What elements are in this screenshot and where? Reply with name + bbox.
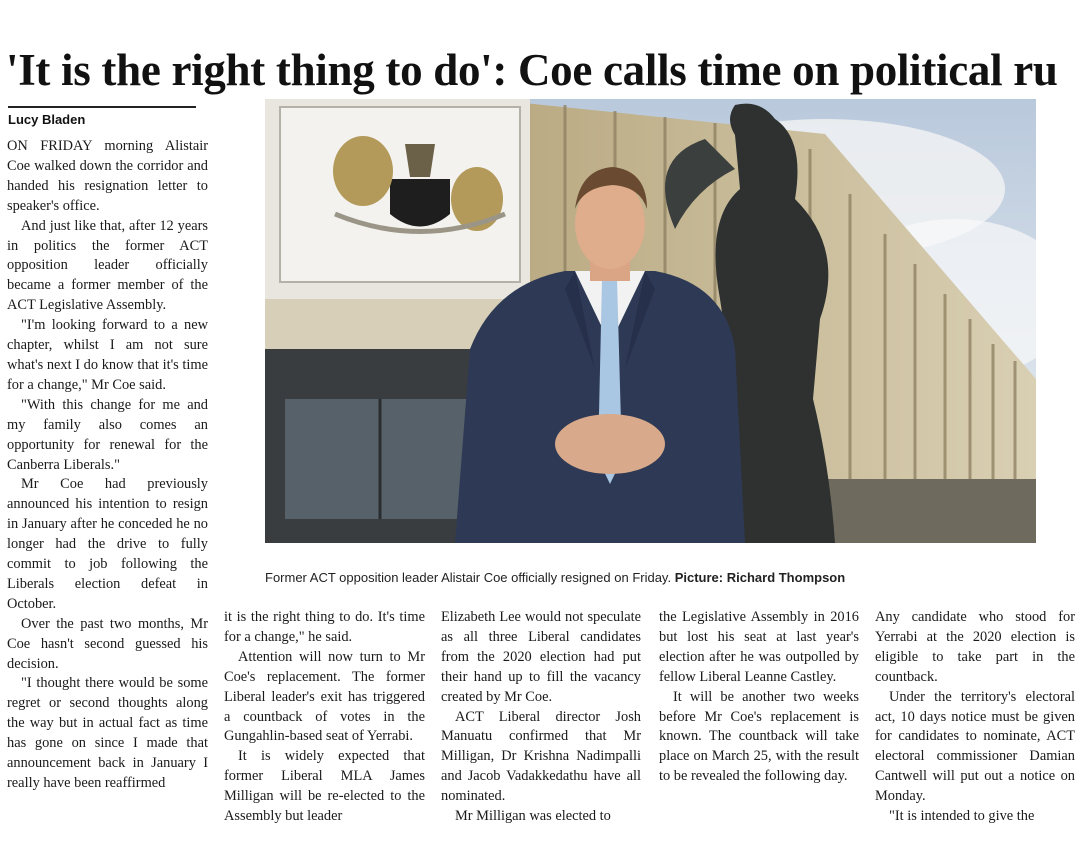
article-paragraph: Elizabeth Lee would not speculate as all three Liberal candidates from the 2020 election had put their hand up to fill the vacancy created by Mr Coe. bbox=[441, 609, 641, 705]
article-paragraph: "I'm looking forward to a new chapter, whilst I am not sure what's next I do know that it's time for a change," Mr Coe said. bbox=[7, 317, 208, 393]
article-paragraph: Over the past two months, Mr Coe hasn't second guessed his decision. bbox=[7, 615, 208, 672]
article-paragraph: Mr Milligan was elected to bbox=[455, 808, 611, 825]
article-column-5 bbox=[875, 608, 1075, 827]
article-paragraph: the Legislative Assembly in 2016 but lost his seat at last year's election after he was outpolled by fellow Liberal Leanne Castley. bbox=[659, 609, 859, 685]
article-paragraph: "I thought there would be some regret or second thoughts along the way but in actual fact as time has gone on since I made that announcement back in January I really have been reaffirmed bbox=[7, 675, 208, 791]
article-paragraph: "With this change for me and my family also comes an opportunity for renewal for the Canberra Liberals." bbox=[7, 396, 208, 473]
headline: 'It is the right thing to do': Coe calls time on political ru bbox=[6, 45, 1058, 96]
article-paragraph: And just like that, after 12 years in politics the former ACT opposition leader officially became a former member of the ACT Legislative Assembly. bbox=[7, 217, 208, 314]
article-paragraph: Attention will now turn to Mr Coe's replacement. The former Liberal leader's exit has triggered a countback of votes in the Gungahlin-based seat of Yerrabi. bbox=[224, 648, 425, 745]
article-paragraph: Under the territory's electoral act, 10 days notice must be given for candidates to nominate, ACT electoral commissioner Damian Cantwell will put out a notice on Monday. bbox=[875, 688, 1075, 805]
caption-text: Former ACT opposition leader Alistair Coe officially resigned on Friday. bbox=[265, 570, 672, 585]
article-column-4 bbox=[659, 608, 859, 787]
article-column-2 bbox=[224, 608, 425, 827]
article-paragraph: Any candidate who stood for Yerrabi at the 2020 election is eligible to take part in the countback. bbox=[875, 609, 1075, 685]
article-paragraph: "It is intended to give the bbox=[889, 808, 1035, 825]
article-paragraph: it is the right thing to do. It's time for a change," he said. bbox=[224, 609, 425, 645]
byline: Lucy Bladen bbox=[8, 106, 196, 129]
article-paragraph: Mr Coe had previously announced his intention to resign in January after he conceded he no longer had the drive to fully commit to job following the Liberals election defeat in October. bbox=[7, 476, 208, 612]
article-paragraph: ON FRIDAY morning Alistair Coe walked down the corridor and handed his resignation letter to speaker's office. bbox=[7, 138, 208, 214]
caption-credit: Picture: Richard Thompson bbox=[674, 570, 846, 585]
article-paragraph: It is widely expected that former Liberal MLA James Milligan will be re-elected to the Assembly but leader bbox=[224, 748, 425, 825]
article-paragraph: ACT Liberal director Josh Manuatu confirmed that Mr Milligan, Dr Krishna Nadimpalli and Jacob Vadakkedathu have all nominated. bbox=[441, 708, 641, 805]
article-column-1 bbox=[7, 137, 208, 794]
article-paragraph: It will be another two weeks before Mr Coe's replacement is known. The countback will take place on March 25, with the result to be revealed the following day. bbox=[659, 688, 859, 785]
photo-caption bbox=[265, 569, 1036, 587]
article-photo bbox=[265, 99, 1036, 543]
article-column-3 bbox=[441, 608, 641, 827]
